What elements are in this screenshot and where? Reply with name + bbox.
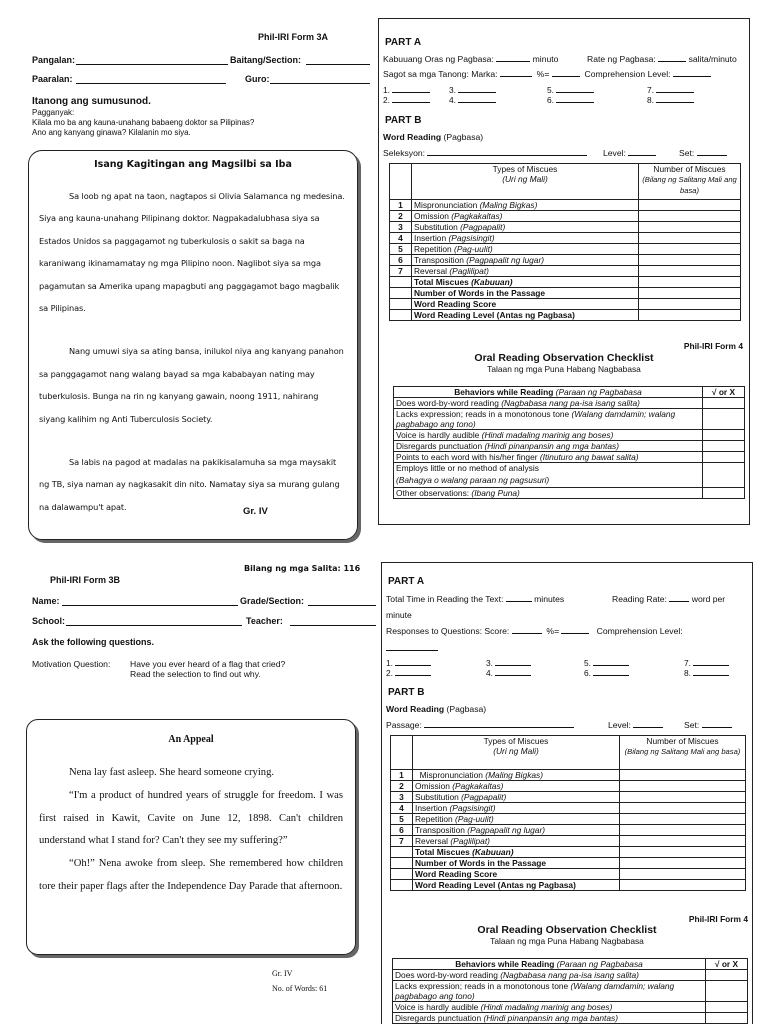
story-paragraph: Nena lay fast asleep. She heard someone crying.: [69, 767, 275, 778]
count-cell[interactable]: [639, 255, 741, 266]
answer-item[interactable]: 3.: [486, 658, 531, 668]
teacher-field[interactable]: [270, 83, 370, 84]
name-label: Pangalan:: [32, 55, 76, 65]
percent-label: %=: [536, 69, 550, 79]
header-types: Types of Miscues (Uri ng Mali): [412, 164, 639, 200]
checklist-header: Behaviors while Reading (Paraan ng Pagbabasa √ or X: [393, 959, 748, 970]
checklist-subtitle: Talaan ng mga Puna Habang Nagbabasa: [490, 936, 644, 946]
school-field[interactable]: [76, 83, 226, 84]
table-row: 5 Repetition (Pag-uulit): [391, 814, 746, 825]
school-label: Paaralan:: [32, 74, 73, 84]
checklist-title: Oral Reading Observation Checklist: [474, 352, 654, 364]
answer-item[interactable]: 2.: [383, 95, 430, 105]
checklist-row: Does word-by-word reading (Nagbabasa nang pa-isa isang salita): [394, 398, 745, 409]
table-row: 3 Substitution (Pagpapalit): [391, 792, 746, 803]
count-cell[interactable]: [639, 266, 741, 277]
table-row: 3 Substitution (Pagpapalit): [390, 222, 741, 233]
answer-item[interactable]: 6.: [547, 95, 594, 105]
set-row: Set:: [679, 148, 727, 158]
set-row: Set:: [684, 720, 732, 730]
motivation-line-2: Ano ang kanyang ginawa? Kilalanin mo siya.: [32, 128, 191, 137]
teacher-label: Teacher:: [246, 616, 283, 626]
form-4-label: Phil-IRI Form 4: [683, 341, 743, 351]
comprehension-field[interactable]: [386, 650, 438, 651]
answer-item[interactable]: 3.: [449, 85, 496, 95]
word-count: Bilang ng mga Salita: 116: [244, 564, 361, 573]
motivation-label: Motivation Question:: [32, 659, 111, 669]
set-field[interactable]: [697, 148, 727, 156]
table-header: [390, 164, 741, 200]
time-field[interactable]: [496, 54, 530, 62]
word-reading-title: Word Reading (Pagbasa): [383, 132, 484, 142]
motivation-line-2: Read the selection to find out why.: [130, 669, 261, 679]
form-label: Phil-IRI Form 3A: [258, 32, 329, 42]
count-cell[interactable]: [639, 233, 741, 244]
checklist-row: Does word-by-word reading (Nagbabasa nang pa-isa isang salita): [393, 970, 748, 981]
part-b-heading: PART B: [388, 687, 425, 698]
comprehension-field[interactable]: [673, 69, 711, 77]
instruction: Ask the following questions.: [32, 637, 155, 647]
checklist-table: [393, 386, 745, 499]
table-row: 2 Omission (Pagkakaltas): [390, 211, 741, 222]
percent-field[interactable]: [552, 69, 580, 77]
checklist-row: Points to each word with his/her finger (Itinuturo ang bawat salita): [394, 452, 745, 463]
answer-item[interactable]: 7.: [647, 85, 694, 95]
answer-item[interactable]: 7.: [684, 658, 729, 668]
answers-row: [383, 69, 711, 79]
selection-row: Seleksyon:: [383, 148, 587, 158]
story-box: [28, 150, 358, 540]
level-row: Level:: [603, 148, 656, 158]
level-field[interactable]: [628, 148, 656, 156]
answers-row: Responses to Questions: Score: %= Comprehension Level:: [386, 626, 683, 636]
checklist-row: Employs little or no method of analysis (Bahagya o walang paraan ng pagsusuri): [394, 463, 745, 488]
name-label: Name:: [32, 596, 60, 606]
motivation-line-1: Have you ever heard of a flag that cried?: [130, 659, 286, 669]
answer-item[interactable]: 1.: [386, 658, 431, 668]
rate-row: Reading Rate: word per: [612, 594, 726, 604]
motivation-line-1: Kilala mo ba ang kauna-unahang babaeng doktor sa Pilipinas?: [32, 118, 255, 127]
story-title: Isang Kagitingan ang Magsilbi sa Iba: [94, 159, 292, 170]
table-row: 4 Insertion (Pagsisingit): [391, 803, 746, 814]
answer-item[interactable]: 2.: [386, 668, 431, 678]
story-paragraph: Sa labis na pagod at madalas na pakikisalamuha sa mga maysakit ng TB, siya naman ay nagkasakit din nito. Namatay siya sa murang gulang na dalawampu't apat.: [39, 457, 340, 512]
answer-item[interactable]: 6.: [584, 668, 629, 678]
answer-item[interactable]: 4.: [486, 668, 531, 678]
total-row: Total Miscues (Kabuuan): [391, 847, 746, 858]
part-a-heading: PART A: [385, 37, 422, 48]
table-row: 1 Mispronunciation (Maling Bigkas): [390, 200, 741, 211]
grade-level: Gr. IV: [272, 969, 293, 978]
answer-item[interactable]: 5.: [584, 658, 629, 668]
count-cell[interactable]: [639, 211, 741, 222]
checklist-subtitle: Talaan ng mga Puna Habang Nagbabasa: [487, 364, 641, 374]
rate-field[interactable]: [658, 54, 686, 62]
teacher-label: Guro:: [245, 74, 270, 84]
checklist-row: Other observations: (Ibang Puna): [394, 488, 745, 499]
words-row: Number of Words in the Passage: [390, 288, 741, 299]
grade-label: Baitang/Section:: [230, 55, 302, 65]
part-b-heading: PART B: [385, 115, 422, 126]
table-row: 7 Reversal (Paglilipat): [390, 266, 741, 277]
minute-label: minute: [386, 610, 412, 620]
school-label: School:: [32, 616, 65, 626]
answer-item[interactable]: 1.: [383, 85, 430, 95]
words-row: Number of Words in the Passage: [391, 858, 746, 869]
time-row: [383, 54, 558, 64]
grade-level: Gr. IV: [243, 506, 268, 517]
answer-sheet-a: [378, 18, 750, 525]
story-body: [39, 185, 347, 539]
checklist-header: Behaviors while Reading (Paraan ng Pagbabasa √ or X: [394, 387, 745, 398]
table-row: 4 Insertion (Pagsisingit): [390, 233, 741, 244]
score-field[interactable]: [500, 69, 532, 77]
grade-field[interactable]: [308, 605, 376, 606]
form-4-label: Phil-IRI Form 4: [688, 914, 748, 924]
passage-row: Passage:: [386, 720, 574, 730]
table-row: 6 Transposition (Pagpapalit ng lugar): [391, 825, 746, 836]
word-reading-title: Word Reading (Pagbasa): [386, 704, 487, 714]
time-label: Kabuuang Oras ng Pagbasa:: [383, 54, 494, 64]
count-cell[interactable]: [639, 244, 741, 255]
table-row: 5 Repetition (Pag-uulit): [390, 244, 741, 255]
words-count: No. of Words: 61: [272, 984, 328, 993]
form-3b-quadrant: [0, 556, 376, 1024]
rate-row: [587, 54, 737, 64]
story-body: [39, 762, 343, 899]
answer-item[interactable]: 8.: [684, 668, 729, 678]
checklist-row: Disregards punctuation (Hindi pinanpansin ang mga bantas): [393, 1013, 748, 1024]
score-row: Word Reading Score: [391, 869, 746, 880]
checklist-row: Voice is hardly audible (Hindi madaling marinig ang boses): [393, 1002, 748, 1013]
answer-item[interactable]: 4.: [449, 95, 496, 105]
teacher-field[interactable]: [290, 625, 376, 626]
form-label: Phil-IRI Form 3B: [50, 575, 121, 585]
answer-item[interactable]: 8.: [647, 95, 694, 105]
header-number: Number of Miscues (Bilang ng Salitang Mali ang basa): [639, 164, 741, 200]
table-row: 2 Omission (Pagkakaltas): [391, 781, 746, 792]
table-row: 6 Transposition (Pagpapalit ng lugar): [390, 255, 741, 266]
checklist-title: Oral Reading Observation Checklist: [477, 924, 657, 936]
time-row: Total Time in Reading the Text: minutes: [386, 594, 565, 604]
motivation-label: Pagganyak:: [32, 108, 75, 117]
name-field[interactable]: [62, 605, 238, 606]
grade-field[interactable]: [306, 64, 370, 65]
story-paragraph: “I'm a product of hundred years of struggle for freedom. I was first raised in Kawit, Cavite on June 12, 1898. Can't children understand what I stand for? Can't they see my suffering?”: [39, 789, 343, 847]
checklist-row: Lacks expression; reads in a monotonous tone (Walang damdamin; walang pagbabago ang tono): [393, 981, 748, 1002]
name-field[interactable]: [76, 64, 228, 65]
selection-field[interactable]: [427, 148, 587, 156]
score-row: Word Reading Score: [390, 299, 741, 310]
story-paragraph: “Oh!” Nena awoke from sleep. She remembered how children tore their paper flags after the Independence Day Parade that afternoon.: [39, 858, 343, 892]
table-row: 7 Reversal (Paglilipat): [391, 836, 746, 847]
checklist-row: Voice is hardly audible (Hindi madaling marinig ang boses): [394, 430, 745, 441]
table-header: Types of Miscues (Uri ng Mali) Number of Miscues (Bilang ng Salitang Mali ang basa): [391, 736, 746, 770]
miscue-table: [390, 735, 746, 891]
story-title: An Appeal: [168, 734, 214, 745]
table-row: 1 Mispronunciation (Maling Bigkas): [391, 770, 746, 781]
grade-label: Grade/Section:: [240, 596, 305, 606]
instruction: Itanong ang sumusunod.: [32, 96, 151, 107]
miscue-table: [389, 163, 741, 321]
answers-label: Sagot sa mga Tanong: Marka:: [383, 69, 498, 79]
level-row: Word Reading Level (Antas ng Pagbasa): [391, 880, 746, 891]
count-cell[interactable]: [639, 200, 741, 211]
checklist-table: [392, 958, 748, 1024]
story-paragraph: Nang umuwi siya sa ating bansa, inilukol niya ang kanyang panahon sa panggagamot nang walang bayad sa mga kababayan nating may tuberkulosis. Bunga na rin ng kanyang gawain, noong 1911, nahirang siyang kalihim ng Anti Tuberculosis Society.: [39, 346, 344, 424]
level-row: Level:: [608, 720, 663, 730]
part-a-heading: PART A: [388, 576, 425, 587]
form-3a-quadrant: [0, 0, 376, 545]
checklist-row: Lacks expression; reads in a monotonous tone (Walang damdamin; walang pagbabago ang tono): [394, 409, 745, 430]
rate-unit: salita/minuto: [688, 54, 737, 64]
school-field[interactable]: [66, 625, 242, 626]
level-row: Word Reading Level (Antas ng Pagbasa): [390, 310, 741, 321]
rate-label: Rate ng Pagbasa:: [587, 54, 656, 64]
story-paragraph: Sa loob ng apat na taon, nagtapos si Olivia Salamanca ng medesina. Siya ang kauna-unahang Pilipinang doktor. Nagpakadalubhasa siya sa Estados Unidos sa paggagamot ng tuberkulosis o sakit sa baga na karaniwang ikinamamatay ng mga Pilipino noon. Naglibot siya sa mga pagamutan sa Amerika upang mapagbuti ang paggagamot bago magbalik sa Pilipinas.: [39, 191, 345, 314]
checklist-row: Disregards punctuation (Hindi pinanpansin ang mga bantas): [394, 441, 745, 452]
answer-item[interactable]: 5.: [547, 85, 594, 95]
time-unit: minuto: [532, 54, 559, 64]
answer-sheet-b: [381, 562, 753, 1024]
story-box: [26, 719, 356, 955]
comprehension-label: Comprehension Level:: [584, 69, 671, 79]
count-cell[interactable]: [639, 222, 741, 233]
total-row: Total Miscues (Kabuuan): [390, 277, 741, 288]
